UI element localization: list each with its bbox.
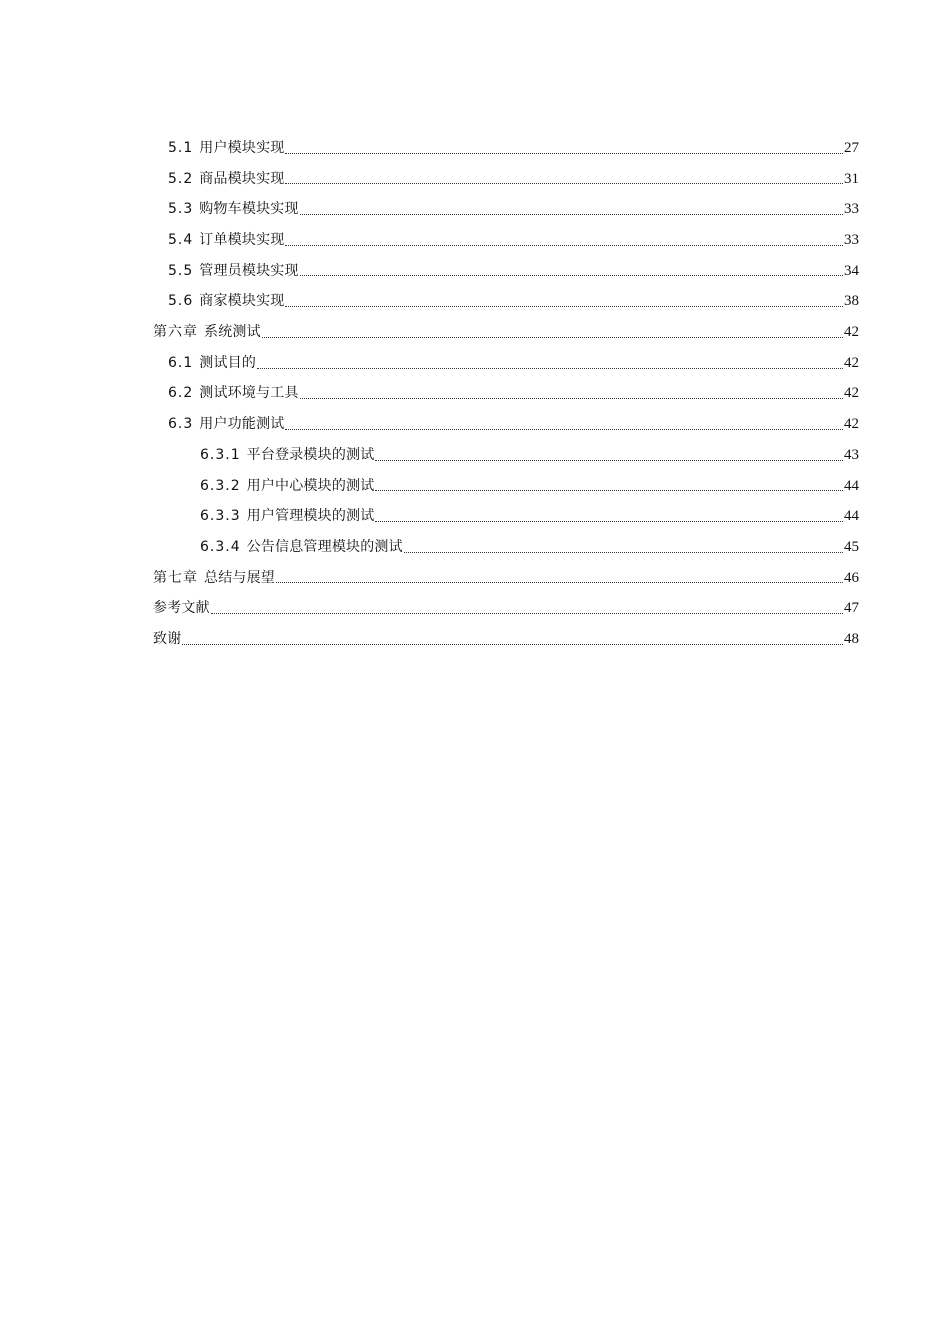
- toc-entry-label: [168, 378, 299, 409]
- toc-entry-page-number: 46: [844, 569, 859, 586]
- toc-entry-label: [168, 286, 284, 317]
- toc-entry-label: [200, 532, 403, 563]
- toc-entry-number: 第六章: [153, 324, 198, 341]
- dot-leader: [262, 317, 843, 348]
- toc-entry-label: [168, 225, 284, 256]
- toc-entry-title: 测试环境与工具: [199, 385, 299, 402]
- toc-entry[interactable]: [153, 532, 859, 563]
- toc-entry-page-number: 43: [844, 446, 859, 463]
- toc-entry[interactable]: [153, 624, 859, 655]
- toc-entry-page-number: 42: [844, 354, 859, 371]
- toc-entry-label: [168, 133, 284, 164]
- toc-entry-title: 商家模块实现: [199, 293, 285, 310]
- toc-entry-title: 用户功能测试: [199, 416, 285, 433]
- dot-leader: [285, 133, 843, 164]
- toc-entry[interactable]: [153, 133, 859, 164]
- toc-entry[interactable]: [153, 348, 859, 379]
- toc-entry-number: 6.3: [168, 416, 194, 433]
- toc-entry-number: 5.2: [168, 170, 194, 187]
- toc-entry-label: [168, 409, 284, 440]
- toc-entry[interactable]: [153, 409, 859, 440]
- toc-entry[interactable]: [153, 593, 859, 624]
- toc-entry[interactable]: [153, 379, 859, 410]
- dot-leader: [285, 409, 843, 440]
- toc-entry[interactable]: [153, 194, 859, 225]
- toc-entry-number: 5.3: [168, 201, 194, 218]
- dot-leader: [300, 379, 843, 410]
- dot-leader: [285, 286, 843, 317]
- toc-entry-label: [168, 348, 256, 379]
- toc-entry-title: 系统测试: [204, 324, 261, 341]
- toc-entry[interactable]: [153, 563, 859, 594]
- toc-entry-number: 第七章: [153, 569, 198, 586]
- toc-entry[interactable]: [153, 225, 859, 256]
- toc-entry[interactable]: [153, 164, 859, 195]
- toc-entry[interactable]: [153, 440, 859, 471]
- toc-entry[interactable]: [153, 471, 859, 502]
- table-of-contents: [153, 133, 859, 655]
- toc-entry-page-number: 34: [844, 262, 859, 279]
- toc-entry-title: 用户模块实现: [199, 139, 285, 156]
- toc-entry-label: [168, 256, 299, 287]
- toc-entry-label: [200, 501, 374, 532]
- toc-entry-title: 总结与展望: [204, 569, 275, 586]
- toc-entry-label: [153, 593, 210, 624]
- toc-entry-page-number: 42: [844, 416, 859, 433]
- dot-leader: [285, 164, 843, 195]
- toc-entry[interactable]: [153, 286, 859, 317]
- toc-entry-title: 管理员模块实现: [199, 262, 299, 279]
- toc-entry-label: [168, 164, 284, 195]
- toc-entry-page-number: 44: [844, 508, 859, 525]
- toc-entry-page-number: 45: [844, 538, 859, 555]
- dot-leader: [404, 532, 843, 563]
- toc-entry-page-number: 42: [844, 385, 859, 402]
- toc-entry-label: [153, 317, 261, 348]
- toc-entry-title: 致谢: [153, 630, 182, 647]
- dot-leader: [276, 563, 843, 594]
- toc-entry-page-number: 27: [844, 139, 859, 156]
- dot-leader: [375, 440, 843, 471]
- dot-leader: [375, 501, 843, 532]
- dot-leader: [285, 225, 843, 256]
- toc-entry-page-number: 47: [844, 600, 859, 617]
- toc-entry-title: 商品模块实现: [199, 170, 285, 187]
- toc-entry-title: 参考文献: [153, 600, 210, 617]
- toc-entry[interactable]: [153, 317, 859, 348]
- toc-entry-title: 订单模块实现: [199, 232, 285, 249]
- toc-entry-page-number: 44: [844, 477, 859, 494]
- toc-entry-number: 6.3.3: [200, 508, 241, 525]
- toc-entry-page-number: 48: [844, 630, 859, 647]
- toc-entry-title: 公告信息管理模块的测试: [246, 538, 403, 555]
- toc-entry-title: 购物车模块实现: [199, 201, 299, 218]
- toc-entry-title: 平台登录模块的测试: [246, 446, 375, 463]
- toc-entry-label: [168, 194, 299, 225]
- dot-leader: [300, 194, 843, 225]
- toc-entry-number: 5.1: [168, 139, 194, 156]
- dot-leader: [375, 471, 843, 502]
- toc-entry-title: 用户中心模块的测试: [246, 477, 375, 494]
- toc-entry[interactable]: [153, 501, 859, 532]
- toc-entry-number: 6.3.4: [200, 538, 241, 555]
- toc-entry-page-number: 38: [844, 293, 859, 310]
- toc-entry-number: 6.1: [168, 354, 194, 371]
- toc-entry-label: [200, 440, 374, 471]
- dot-leader: [300, 256, 843, 287]
- toc-entry-page-number: 31: [844, 170, 859, 187]
- toc-entry-number: 5.4: [168, 232, 194, 249]
- dot-leader: [211, 593, 843, 624]
- toc-entry-number: 6.3.2: [200, 477, 241, 494]
- dot-leader: [257, 348, 843, 379]
- toc-entry-label: [153, 624, 181, 655]
- toc-entry-page-number: 42: [844, 324, 859, 341]
- toc-entry-number: 5.5: [168, 262, 194, 279]
- toc-entry-label: [153, 563, 275, 594]
- toc-entry-label: [200, 471, 374, 502]
- toc-entry-title: 测试目的: [199, 354, 257, 371]
- toc-entry-page-number: 33: [844, 232, 859, 249]
- dot-leader: [182, 624, 843, 655]
- toc-entry-number: 6.2: [168, 385, 194, 402]
- toc-entry-title: 用户管理模块的测试: [246, 508, 375, 525]
- toc-entry-number: 6.3.1: [200, 446, 241, 463]
- toc-entry[interactable]: [153, 256, 859, 287]
- toc-entry-page-number: 33: [844, 201, 859, 218]
- toc-entry-number: 5.6: [168, 293, 194, 310]
